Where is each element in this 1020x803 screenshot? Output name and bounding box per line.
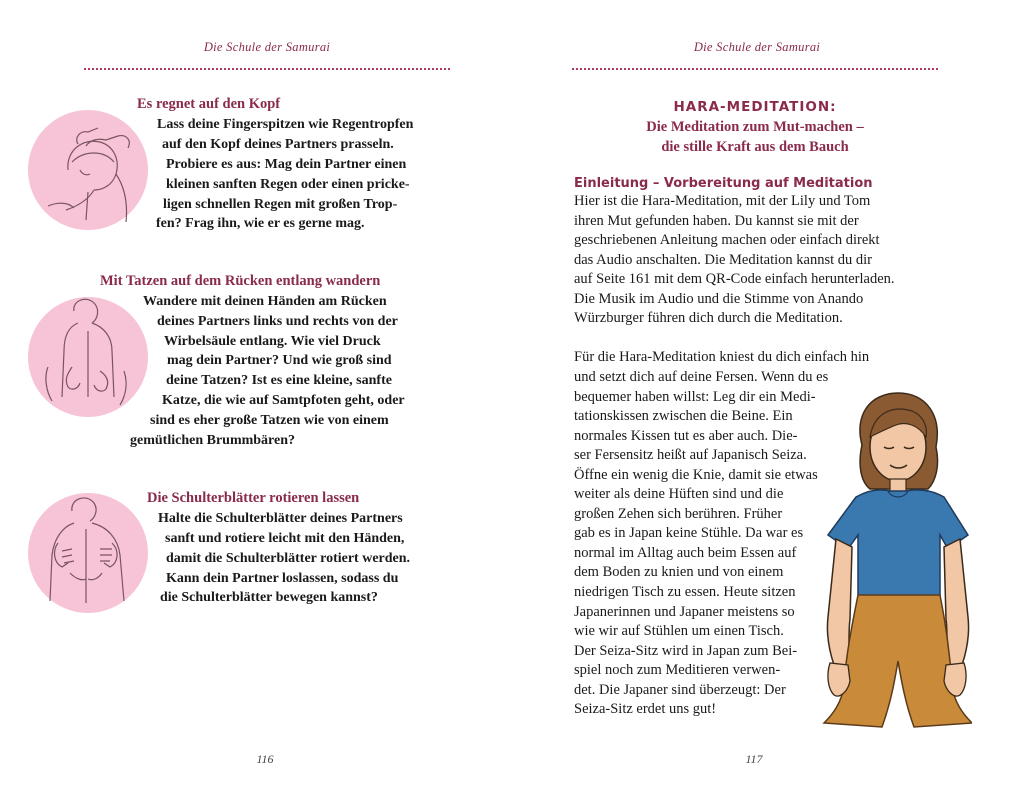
text-line: und setzt dich auf deine Fersen. Wenn du es	[574, 369, 829, 385]
heading-line: die stille Kraft aus dem Bauch	[661, 139, 849, 155]
text-line: gemütlichen Brummbären?	[130, 433, 296, 448]
section-title: Einleitung – Vorbereitung auf Meditation	[574, 176, 873, 191]
text-line: ihren Mut gefunden haben. Du kannst sie mit der	[574, 213, 859, 229]
text-line: Hier ist die Hara-Meditation, mit der Lily und Tom	[574, 193, 871, 209]
back-walking-drawing	[28, 297, 148, 417]
shoulder-blade-drawing	[28, 493, 148, 613]
text-line: tationskissen zwischen die Beine. Ein	[574, 408, 793, 424]
text-line: ser Fersensitz heißt auf Japanisch Seiza.	[574, 447, 807, 463]
text-line: Halte die Schulterblätter deines Partners	[158, 511, 403, 526]
text-line: wie wir auf Stühlen um einen Tisch.	[574, 623, 784, 639]
text-line: die Schulterblätter bewegen kannst?	[160, 590, 378, 605]
text-line: großen Zehen sich berühren. Früher	[574, 506, 783, 522]
text-line: normal im Alltag auch beim Essen auf	[574, 545, 797, 561]
text-line: weiter als deine Hüften sind und die	[574, 486, 784, 502]
text-line: sind es eher große Tatzen wie von einem	[150, 413, 389, 428]
text-line: Der Seiza-Sitz wird in Japan zum Bei-	[574, 643, 798, 659]
text-line: sanft und rotiere leicht mit den Händen,	[165, 531, 405, 546]
text-line: Japanerinnen und Japaner meistens so	[574, 604, 795, 620]
chapter-heading	[572, 97, 938, 157]
dotted-divider	[84, 68, 450, 70]
section-title: Mit Tatzen auf dem Rücken entlang wandern	[100, 273, 381, 289]
page-number: 116	[256, 752, 274, 766]
back-walking-illustration	[28, 297, 148, 417]
section-title: Die Schulterblätter rotieren lassen	[147, 490, 360, 506]
kneeling-child-illustration	[822, 385, 972, 730]
text-line: Wirbelsäule entlang. Wie viel Druck	[164, 334, 381, 349]
text-line: Probiere es aus: Mag dein Partner einen	[166, 157, 407, 172]
text-line: fen? Frag ihn, wie er es gerne mag.	[156, 216, 365, 231]
text-line: das Audio anschalten. Die Meditation kannst du dir	[574, 252, 873, 268]
text-line: spiel noch zum Meditieren verwen-	[574, 662, 781, 678]
text-line: kleinen sanften Regen oder einen pricke-	[166, 177, 410, 192]
text-line: gab es in Japan keine Stühle. Da war es	[574, 525, 804, 541]
text-line: bequemer haben willst: Leg dir ein Medi-	[574, 389, 816, 405]
page-number: 117	[745, 752, 763, 766]
running-head: Die Schule der Samurai	[203, 40, 331, 54]
text-line: niedrigen Tisch zu essen. Heute sitzen	[574, 584, 796, 600]
text-line: damit die Schulterblätter rotiert werden.	[166, 551, 411, 566]
text-line: Öffne ein wenig die Knie, damit sie etwas	[574, 467, 818, 483]
text-line: normales Kissen tut es aber auch. Die-	[574, 428, 798, 444]
right-page	[510, 0, 1020, 803]
head-massage-drawing	[28, 110, 148, 230]
heading-line: Die Meditation zum Mut-machen –	[646, 119, 864, 135]
text-line: geschriebenen Anleitung machen oder einfach direkt	[574, 232, 880, 248]
text-line: Für die Hara-Meditation kniest du dich einfach hin	[574, 349, 870, 365]
text-line: Die Musik im Audio und die Stimme von Anando	[574, 291, 864, 307]
shoulder-blade-illustration	[28, 493, 148, 613]
running-head: Die Schule der Samurai	[693, 40, 821, 54]
dotted-divider	[572, 68, 938, 70]
text-line: Katze, die wie auf Samtpfoten geht, oder	[162, 393, 405, 408]
text-line: det. Die Japaner sind überzeugt: Der	[574, 682, 786, 698]
kneeling-child-drawing	[822, 385, 972, 730]
head-massage-illustration	[28, 110, 148, 230]
text-line: Seiza-Sitz erdet uns gut!	[574, 701, 717, 717]
text-line: ligen schnellen Regen mit großen Trop-	[163, 197, 398, 212]
text-line: auf Seite 161 mit dem QR-Code einfach herunterladen.	[574, 271, 895, 287]
text-line: Wandere mit deinen Händen am Rücken	[143, 294, 387, 309]
text-line: dem Boden zu knien und von einem	[574, 564, 784, 580]
text-line: mag dein Partner? Und wie groß sind	[167, 353, 392, 368]
text-line: Würzburger führen dich durch die Meditation.	[574, 310, 843, 326]
text-line: Kann dein Partner loslassen, sodass du	[166, 571, 399, 586]
text-line: deines Partners links und rechts von der	[157, 314, 398, 329]
heading-line: HARA-MEDITATION:	[673, 99, 837, 115]
text-line: auf den Kopf deines Partners prasseln.	[162, 137, 394, 152]
section-title: Es regnet auf den Kopf	[137, 96, 281, 112]
text-line: Lass deine Fingerspitzen wie Regentropfen	[157, 117, 414, 132]
text-line: deine Tatzen? Ist es eine kleine, sanfte	[166, 373, 392, 388]
